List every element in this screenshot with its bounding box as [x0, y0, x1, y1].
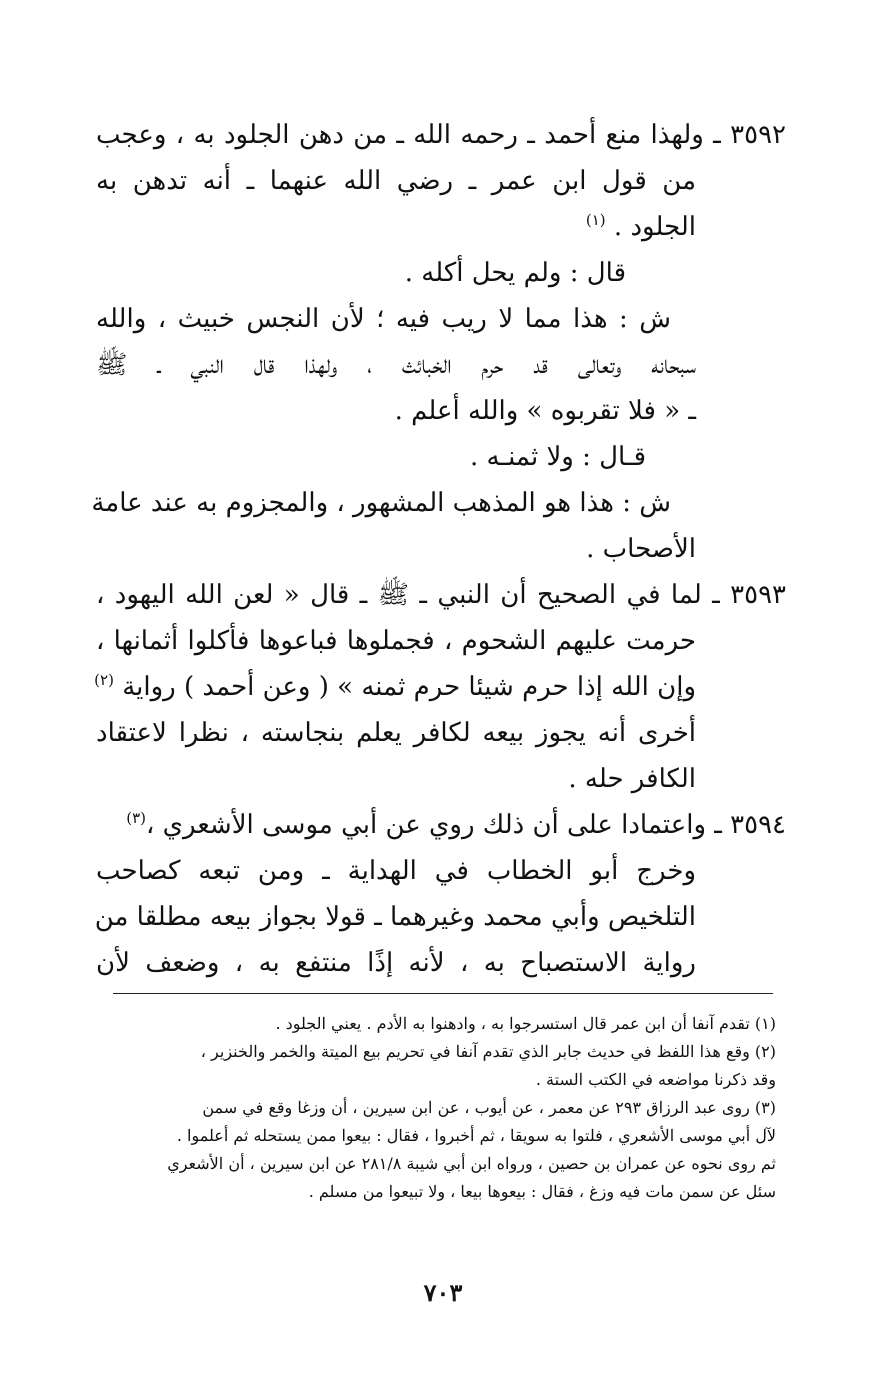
- text-line: قال : ولم يحل أكله .: [404, 258, 626, 288]
- text-line: ش : هذا مما لا ريب فيه ؛ لأن النجس خبيث ، والله: [96, 304, 671, 334]
- text-segment: ٣٥٩٤ ـ واعتمادا على أن ذلك روي عن أبي موسى الأشعري ،: [146, 810, 786, 840]
- footnote-line: سئل عن سمن مات فيه وزغ ، فقال : بيعوها بيعا ، ولا تبيعوا من مسلم .: [308, 1182, 776, 1201]
- text-line: ٣٥٩٣ ـ لما في الصحيح أن النبي ـ ﷺ ـ قال « لعن الله اليهود ،: [96, 580, 786, 610]
- footnotes: [96, 1010, 776, 1206]
- text-line: [96, 664, 786, 710]
- footnote-line: لآل أبي موسى الأشعري ، فلتوا به سويقا ، ثم أخبروا ، فقال : بيعوا ممن يستحله ثم أعلموا .: [176, 1126, 776, 1145]
- text-line: الكافر حله .: [568, 764, 696, 794]
- text-line: ش : هذا هو المذهب المشهور ، والمجزوم به عند عامة: [91, 488, 671, 518]
- text-line: ٣٥٩٢ ـ ولهذا منع أحمد ـ رحمه الله ـ من دهن الجلود به ، وعجب: [96, 120, 786, 150]
- footnote-line: (٢) وقع هذا اللفظ في حديث جابر الذي تقدم آنفا في تحريم بيع الميتة والخمر والخنزير ،: [200, 1042, 776, 1061]
- main-text: [91, 112, 786, 986]
- footnote-line: وقد ذكرنا مواضعه في الكتب الستة .: [535, 1070, 776, 1089]
- text-line: قـال : ولا ثمنـه .: [470, 442, 646, 472]
- page-number: ٧٠٣: [423, 1278, 463, 1307]
- footnote-line: (٣) روى عبد الرزاق ٢٩٣ عن معمر ، عن أيوب ، عن ابن سيرين ، أن وزغا وقع في سمن: [202, 1098, 776, 1117]
- text-line: سبحانه وتعالى قد حرم الخبائث ، ولهذا قال النبي ـ ﷺ: [96, 350, 696, 380]
- text-line: حرمت عليهم الشحوم ، فجملوها فباعوها فأكلوا أثمانها ،: [96, 626, 696, 656]
- text-segment: وإن الله إذا حرم شيئا حرم ثمنه » ( وعن أحمد ) رواية: [122, 672, 696, 702]
- footnote-line: (١) تقدم آنفا أن ابن عمر قال استسرجوا به ، وادهنوا به الأدم . يعني الجلود .: [275, 1014, 776, 1033]
- text-line: التلخيص وأبي محمد وغيرهما ـ قولا بجواز بيعه مطلقا من: [94, 902, 696, 932]
- text-line: رواية الاستصباح به ، لأنه إذًا منتفع به ، وضعف لأن: [96, 948, 696, 978]
- text-line: [96, 204, 786, 250]
- footnote-marker: (٣): [126, 809, 147, 827]
- footnote-separator: [113, 993, 773, 994]
- footnote-marker: (١): [585, 211, 606, 229]
- text-line: ـ « فلا تقربوه » والله أعلم .: [394, 396, 696, 426]
- footnote-line: ثم روى نحوه عن عمران بن حصين ، ورواه ابن أبي شيبة ٢٨١/٨ عن ابن سيرين ، أن الأشعري: [167, 1154, 776, 1173]
- text-line: وخرج أبو الخطاب في الهداية ـ ومن تبعه كصاحب: [96, 856, 696, 886]
- text-line: أخرى أنه يجوز بيعه لكافر يعلم بنجاسته ، نظرا لاعتقاد: [96, 718, 697, 748]
- footnote-marker: (٢): [94, 671, 114, 689]
- text-line: [96, 802, 786, 848]
- text-segment: الجلود .: [613, 212, 696, 242]
- text-line: من قول ابن عمر ـ رضي الله عنهما ـ أنه تدهن به: [96, 166, 696, 196]
- text-line: الأصحاب .: [586, 534, 696, 564]
